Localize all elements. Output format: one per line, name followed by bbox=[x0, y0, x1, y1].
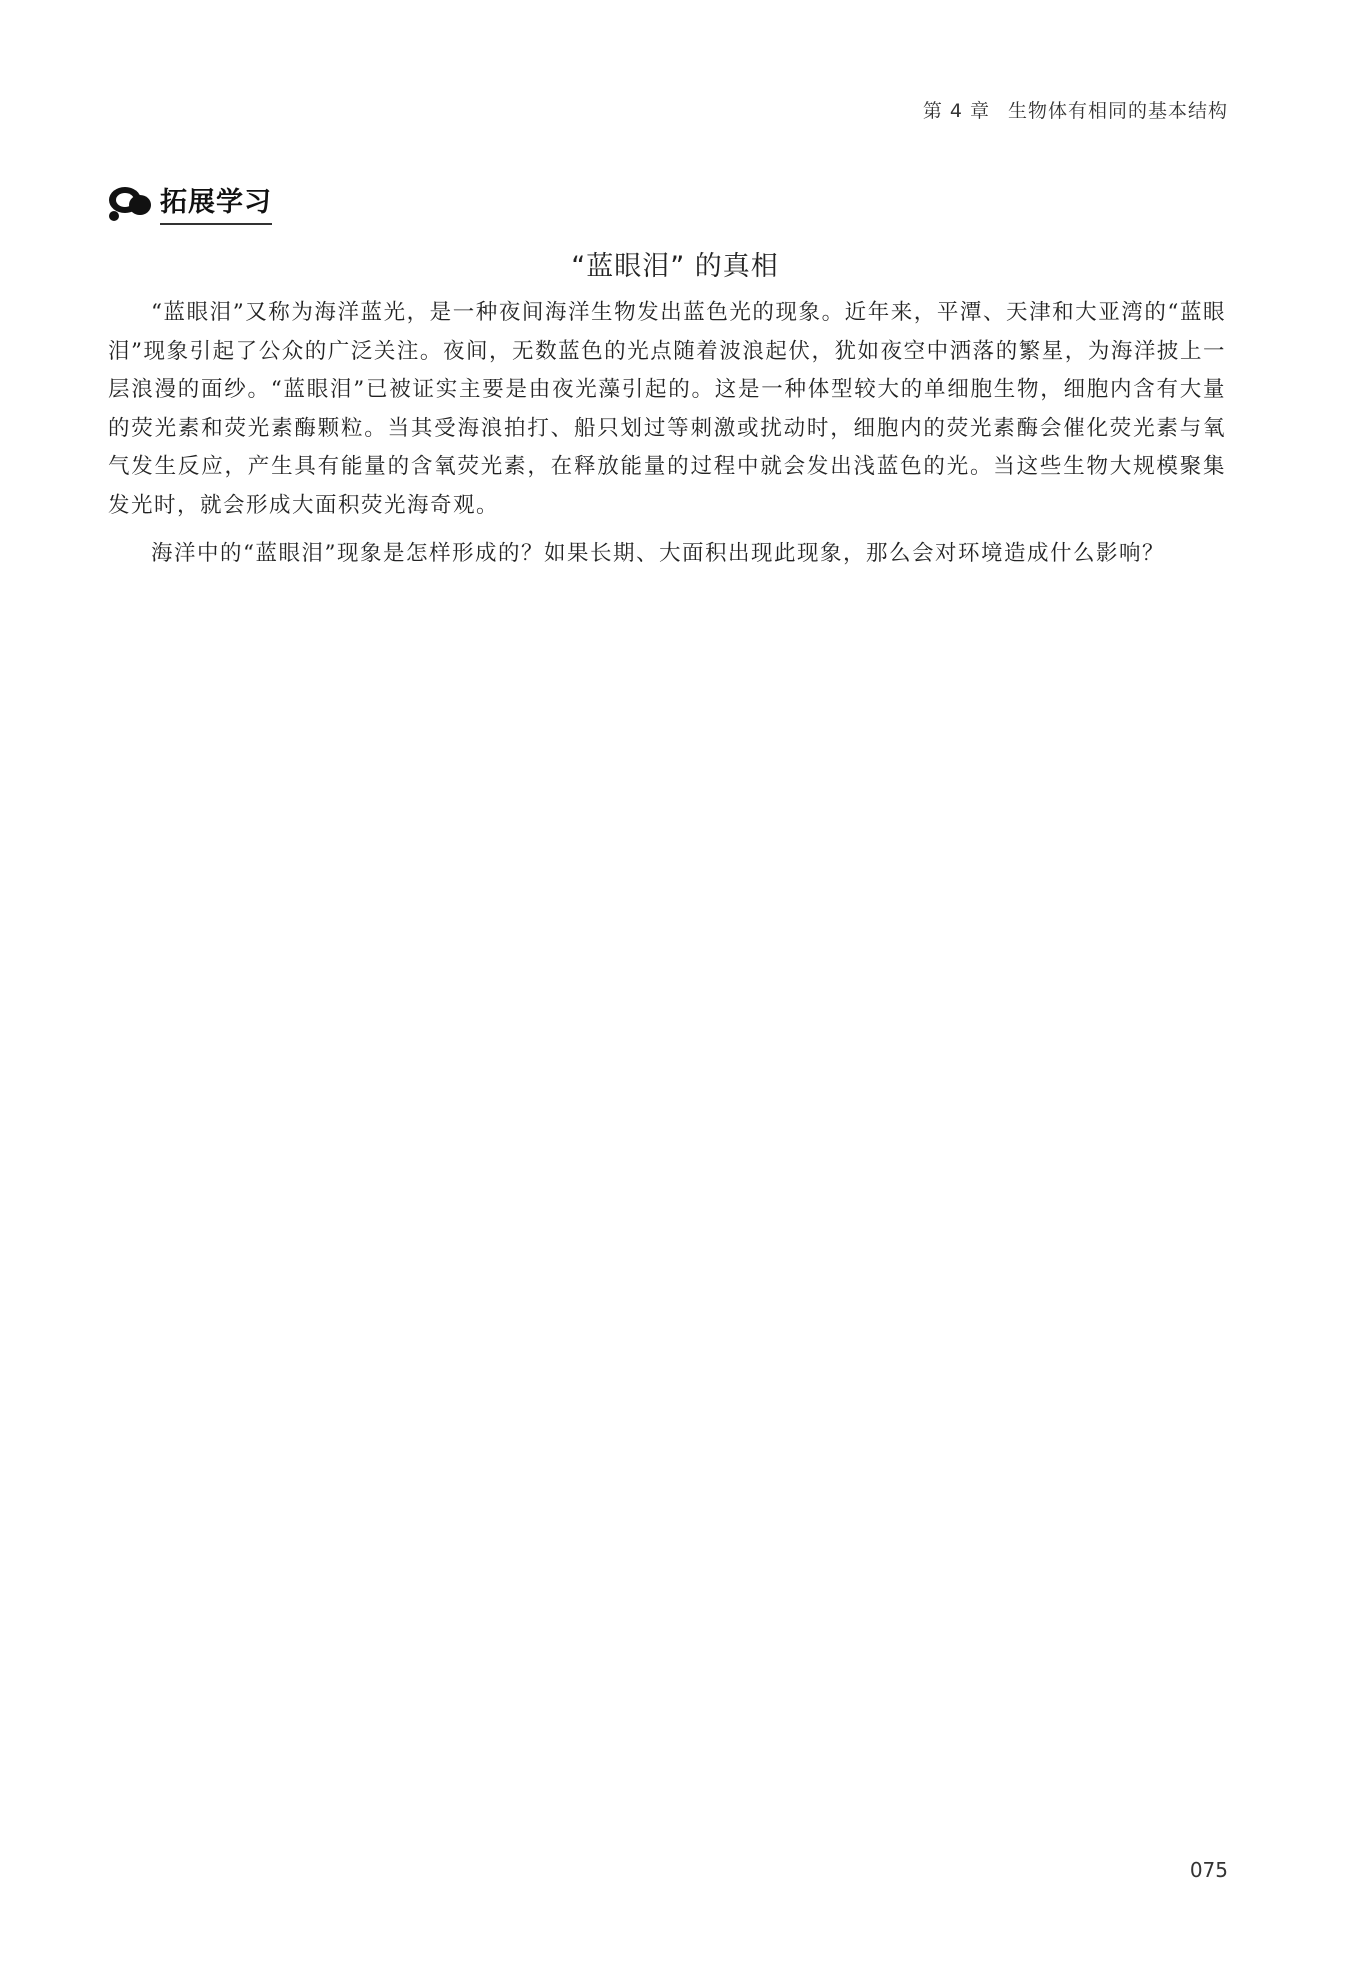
section-heading bbox=[106, 180, 272, 225]
paragraph: “蓝眼泪”又称为海洋蓝光，是一种夜间海洋生物发出蓝色光的现象。近年来，平潭、天津和大亚湾的“蓝眼泪”现象引起了公众的广泛关注。夜间，无数蓝色的光点随着波浪起伏，犹如夜空中洒落的繁星，为海洋披上一层浪漫的面纱。“蓝眼泪”已被证实主要是由夜光藻引起的。这是一种体型较大的单细胞生物，细胞内含有大量的荧光素和荧光素酶颗粒。当其受海浪拍打、船只划过等刺激或扰动时，细胞内的荧光素酶会催化荧光素与氧气发生反应，产生具有能量的含氧荧光素，在释放能量的过程中就会发出浅蓝色的光。当这些生物大规模聚集发光时，就会形成大面积荧光海奇观。 bbox=[108, 300, 1226, 518]
page-number: 075 bbox=[1189, 1858, 1228, 1882]
running-header bbox=[923, 96, 1228, 123]
chapter-title: 生物体有相同的基本结构 bbox=[1007, 100, 1228, 122]
speech-bubbles-icon bbox=[106, 183, 154, 223]
chapter-number: 第 4 章 bbox=[922, 100, 990, 122]
paragraph: 海洋中的“蓝眼泪”现象是怎样形成的？如果长期、大面积出现此现象，那么会对环境造成什么影响？ bbox=[151, 540, 1165, 566]
section-title: 拓展学习 bbox=[160, 180, 272, 225]
article-body bbox=[108, 294, 1226, 573]
article-title: “蓝眼泪” 的真相 bbox=[571, 251, 779, 282]
